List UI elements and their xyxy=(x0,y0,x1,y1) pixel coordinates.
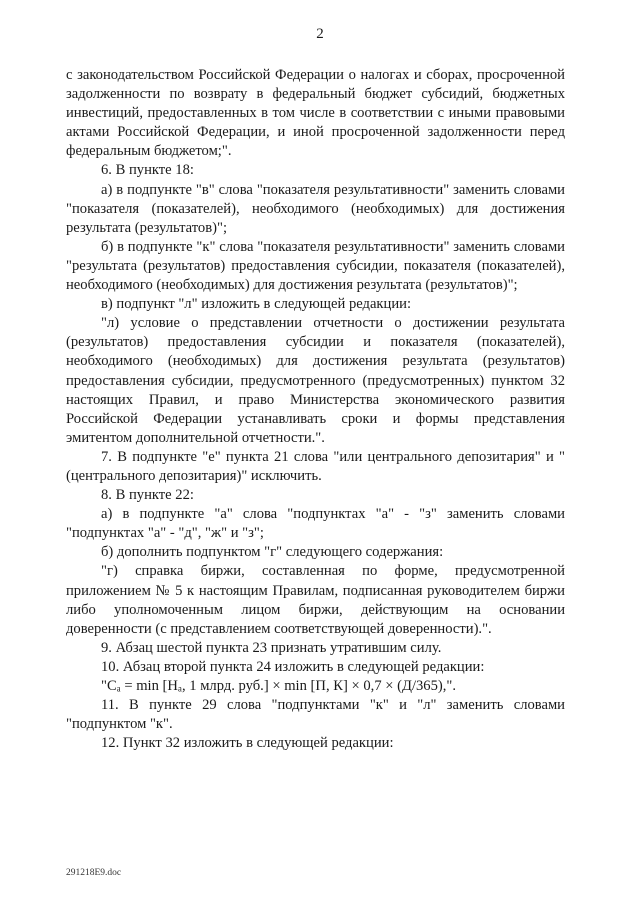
paragraph-quote-g: "г) справка биржи, составленная по форме, предусмотренной приложением № 5 к настоящим Правилам, подписанная руководителем биржи либо уполномоченным лицом биржи, действующим на основании доверенности (с представлением соответствующей доверенности).". xyxy=(66,563,565,637)
paragraph-quote-l: "л) условие о представлении отчетности о достижении результата (результатов) предоставления субсидии и показателя (показателей), необходимого (необходимых) для достижения результата (результатов) предоставления субсидии, предусмотренного (предусмотренных) пунктом 32 настоящих Правил, и право Министерства экономического развития Российской Федерации устанавливать сроки и формы представления эмитентом дополнительной отчетности.". xyxy=(66,315,565,446)
paragraph-item-6b: б) в подпункте "к" слова "показателя результативности" заменить словами "результата (результатов) предоставления субсидии, показателя (показателей), необходимого (необходимых) для достижения результата (результатов)"; xyxy=(66,238,565,294)
paragraph-item-9: 9. Абзац шестой пункта 23 признать утратившим силу. xyxy=(101,639,442,656)
paragraph-item-8b: б) дополнить подпунктом "г" следующего содержания: xyxy=(101,544,444,561)
paragraph-item-8: 8. В пункте 22: xyxy=(101,487,194,504)
page-number: 2 xyxy=(316,26,324,42)
paragraph-item-6a: а) в подпункте "в" слова "показателя результативности" заменить словами "показателя (показателей), необходимого (необходимых) для достижения результата (результатов)"; xyxy=(66,181,565,236)
paragraph-item-8a: а) в подпункте "а" слова "подпунктах "а" - "з" заменить словами "подпунктах "а" - "д", "ж" и "з"; xyxy=(66,506,565,542)
paragraph-item-12: 12. Пункт 32 изложить в следующей редакции: xyxy=(101,735,394,752)
paragraph-item-10: 10. Абзац второй пункта 24 изложить в следующей редакции: xyxy=(101,658,485,675)
paragraph-item-6: 6. В пункте 18: xyxy=(101,162,194,179)
paragraph-item-7: 7. В подпункте "е" пункта 21 слова "или центрального депозитария" и "(центрального депозитария)" исключить. xyxy=(66,448,565,484)
paragraph-continuation: с законодательством Российской Федерации о налогах и сборах, просроченной задолженности по возврату в федеральный бюджет субсидий, бюджетных инвестиций, предоставленных в том числе в соответствии с иными правовыми актами Российской Федерации, и иной просроченной задолженности перед федеральным бюджетом;". xyxy=(66,67,565,160)
paragraph-item-11: 11. В пункте 29 слова "подпунктами "к" и "л" заменить словами "подпунктом "к". xyxy=(66,697,565,733)
document-body xyxy=(66,66,565,753)
document-filename: 291218E9.doc xyxy=(66,868,122,878)
paragraph-item-6v: в) подпункт "л" изложить в следующей редакции: xyxy=(101,296,412,313)
paragraph-formula: "Сₐ = min [Нₐ, 1 млрд. руб.] × min [П, К] × 0,7 × (Д/365),". xyxy=(101,678,457,694)
